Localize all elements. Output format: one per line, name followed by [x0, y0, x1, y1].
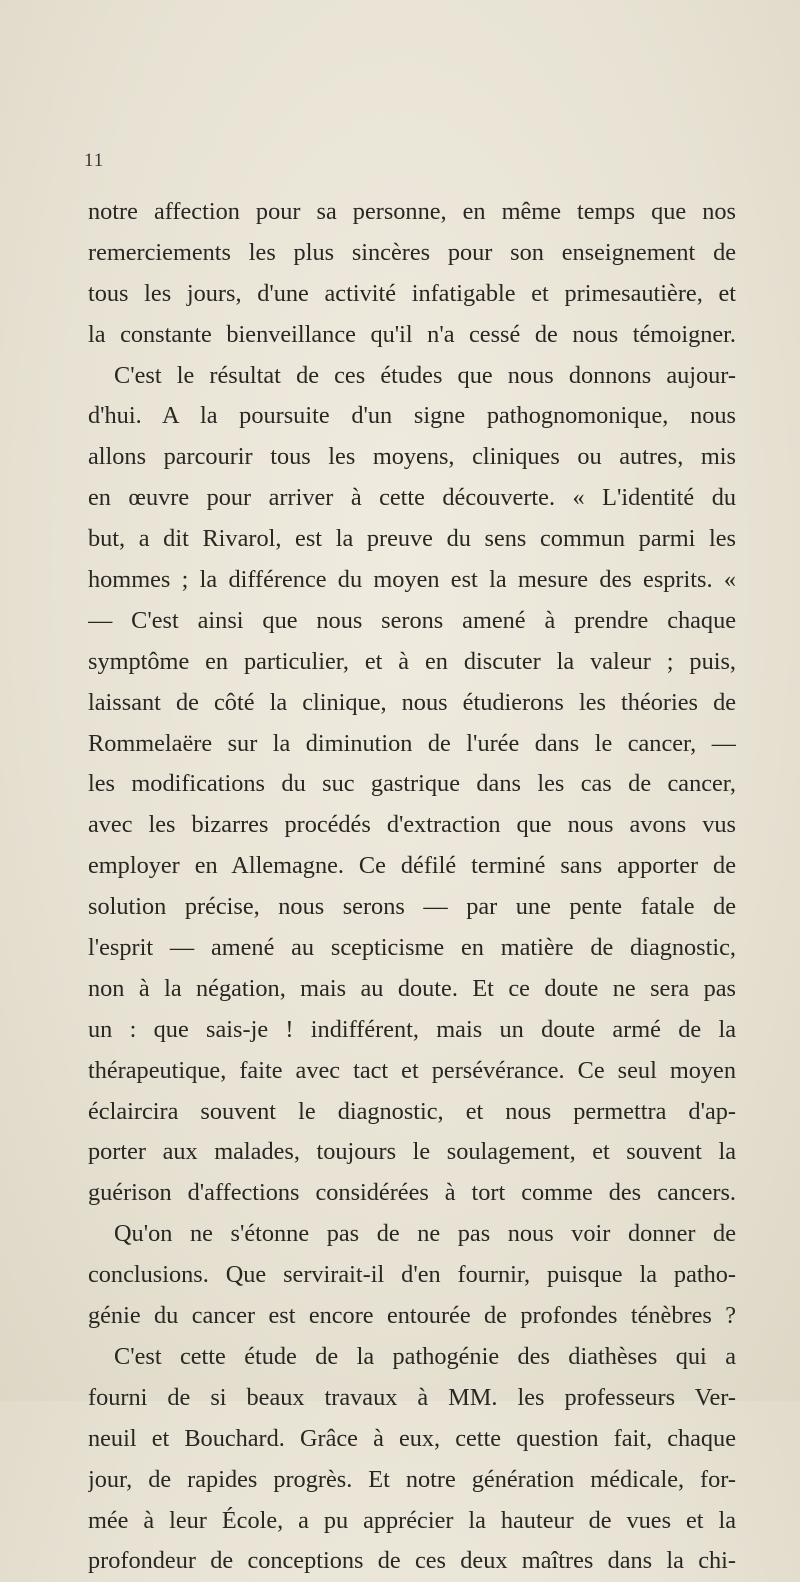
text-line: en œuvre pour arriver à cette découverte. « L'identité du	[88, 484, 736, 512]
text-line: la constante bienveillance qu'il n'a cessé de nous témoigner.	[88, 320, 736, 348]
text-line: — C'est ainsi que nous serons amené à prendre chaque	[88, 606, 736, 634]
text-line: d'hui. A la poursuite d'un signe pathognomonique, nous	[88, 402, 736, 430]
text-line: but, a dit Rivarol, est la preuve du sens commun parmi les	[88, 525, 736, 553]
text-line: neuil et Bouchard. Grâce à eux, cette question fait, chaque	[88, 1424, 736, 1452]
text-line: Qu'on ne s'étonne pas de ne pas nous voir donner de	[114, 1220, 736, 1248]
text-line: l'esprit — amené au scepticisme en matière de diagnostic,	[88, 934, 736, 962]
text-line: conclusions. Que servirait-il d'en fournir, puisque la patho-	[88, 1261, 736, 1289]
text-line: Rommelaëre sur la diminution de l'urée dans le cancer, —	[88, 729, 736, 757]
text-line: guérison d'affections considérées à tort comme des cancers.	[88, 1179, 736, 1207]
text-line: symptôme en particulier, et à en discuter la valeur ; puis,	[88, 647, 736, 675]
text-line: employer en Allemagne. Ce défilé terminé sans apporter de	[88, 852, 736, 880]
text-line: remerciements les plus sincères pour son enseignement de	[88, 238, 736, 266]
text-line: jour, de rapides progrès. Et notre génération médicale, for-	[88, 1465, 736, 1493]
text-line: porter aux malades, toujours le soulagement, et souvent la	[88, 1138, 736, 1166]
text-line: C'est le résultat de ces études que nous donnons aujour-	[114, 361, 736, 389]
text-line: non à la négation, mais au doute. Et ce doute ne sera pas	[88, 974, 736, 1002]
body-text	[88, 192, 736, 1582]
text-line: solution précise, nous serons — par une pente fatale de	[88, 893, 736, 921]
text-line: allons parcourir tous les moyens, cliniques ou autres, mis	[88, 443, 736, 471]
text-line: mée à leur École, a pu apprécier la hauteur de vues et la	[88, 1506, 736, 1534]
text-line: un : que sais-je ! indifférent, mais un doute armé de la	[88, 1015, 736, 1043]
page-number: 11	[84, 150, 105, 171]
text-line: notre affection pour sa personne, en même temps que nos	[88, 198, 736, 225]
text-line: C'est cette étude de la pathogénie des diathèses qui a	[114, 1342, 736, 1370]
text-line: thérapeutique, faite avec tact et persévérance. Ce seul moyen	[88, 1056, 736, 1084]
text-line: fourni de si beaux travaux à MM. les professeurs Ver-	[88, 1383, 736, 1411]
text-line: les modifications du suc gastrique dans les cas de cancer,	[88, 770, 736, 798]
text-line: laissant de côté la clinique, nous étudierons les théories de	[88, 688, 736, 716]
text-line: hommes ; la différence du moyen est la mesure des esprits. «	[88, 566, 736, 594]
text-line: éclaircira souvent le diagnostic, et nous permettra d'ap-	[88, 1097, 736, 1125]
text-line: tous les jours, d'une activité infatigable et primesautière, et	[88, 279, 736, 307]
text-line: profondeur de conceptions de ces deux maîtres dans la chi-	[88, 1547, 736, 1575]
text-line: avec les bizarres procédés d'extraction que nous avons vus	[88, 811, 736, 839]
text-line: génie du cancer est encore entourée de profondes ténèbres ?	[88, 1302, 736, 1330]
